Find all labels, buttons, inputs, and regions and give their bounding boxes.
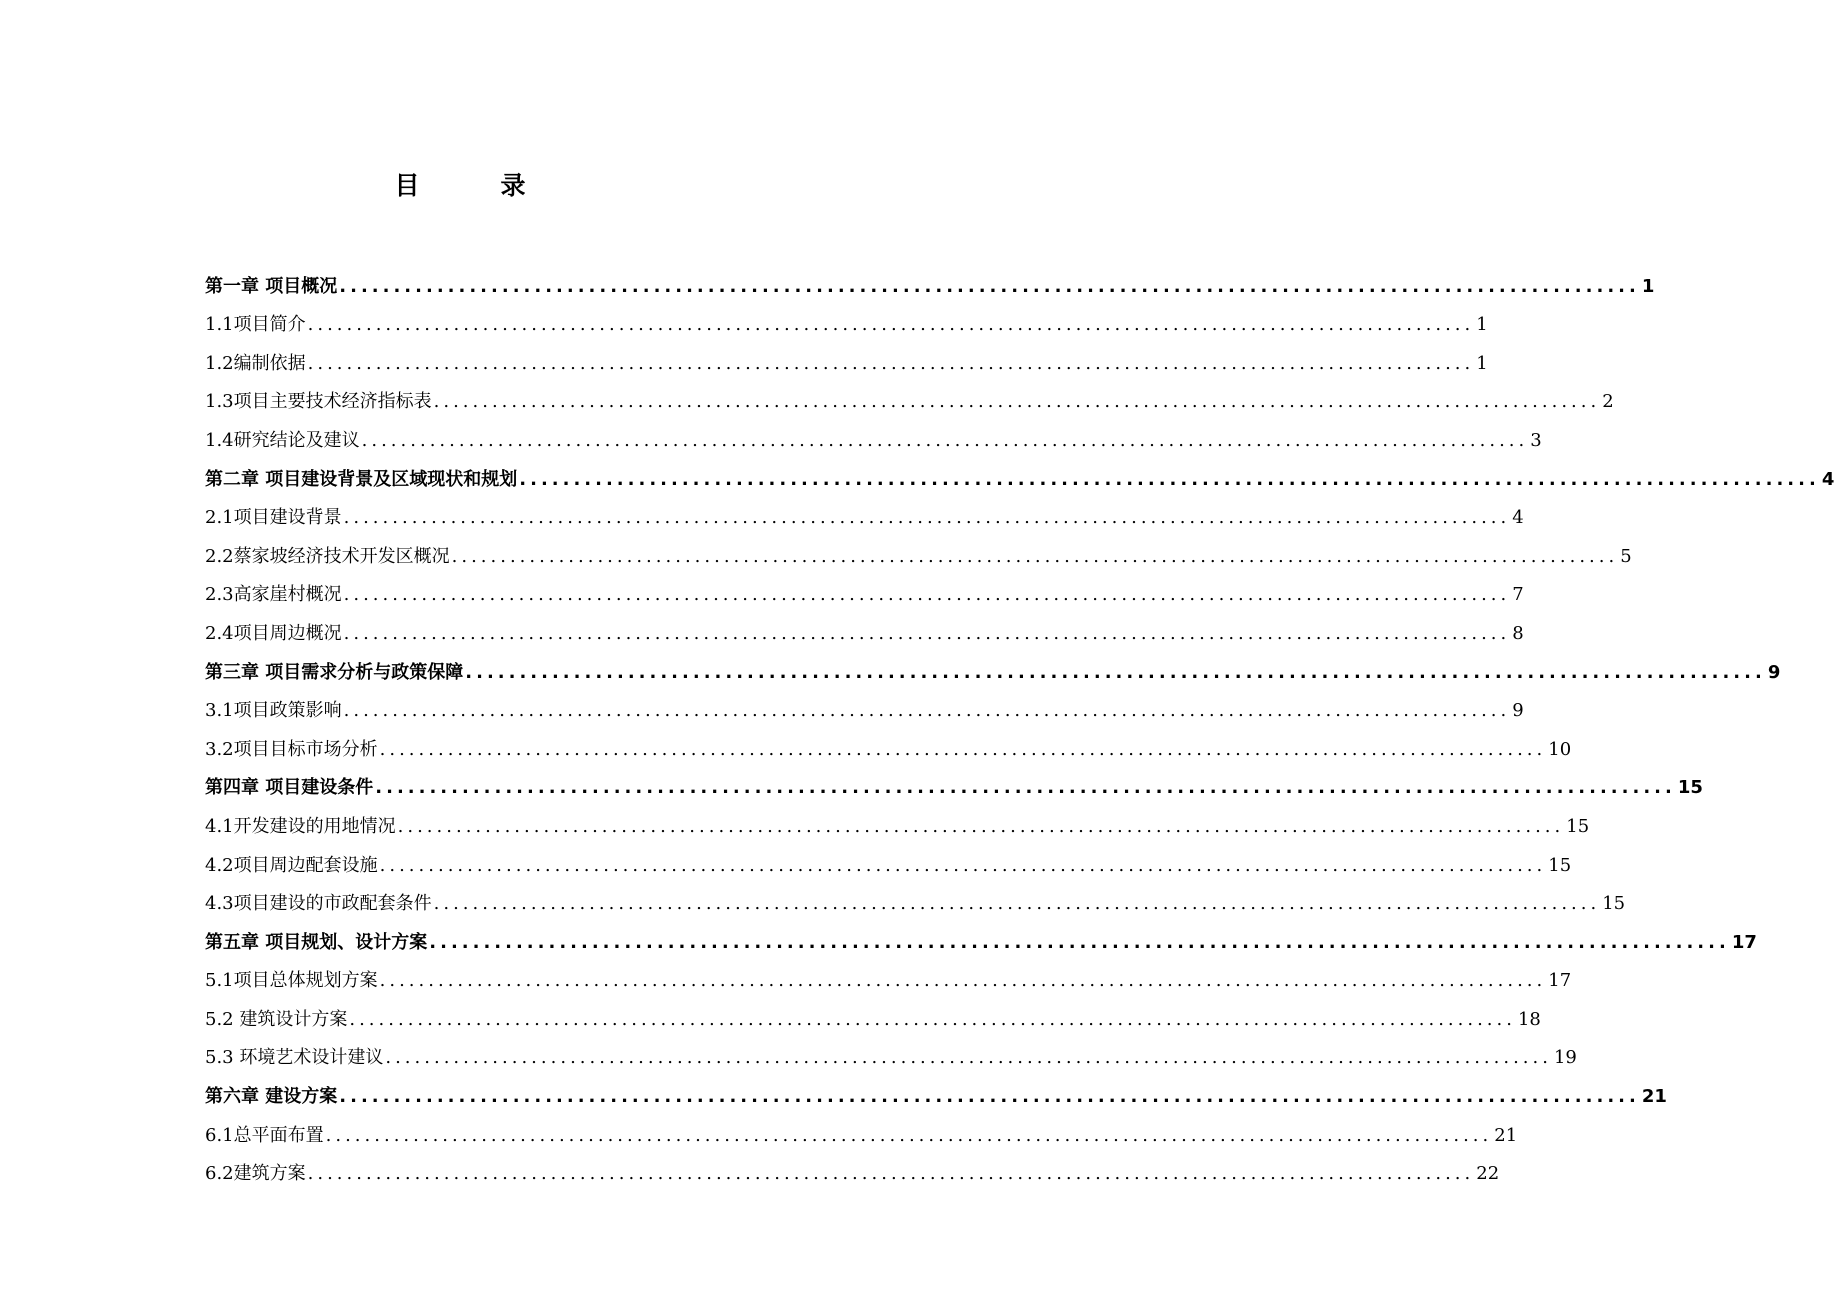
toc-page-number: 22	[1476, 1163, 1500, 1185]
toc-dot-leader: ........................................................................................................................	[465, 661, 1766, 683]
toc-dot-leader: ........................................................................................................................	[433, 391, 1601, 413]
toc-section-entry[interactable]	[205, 685, 1524, 724]
toc-page-number: 8	[1512, 622, 1524, 644]
toc-entry-label: 4.3项目建设的市政配套条件	[205, 893, 432, 915]
toc-entry-label: 1.4研究结论及建议	[205, 429, 360, 451]
toc-dot-leader: ........................................................................................................................	[429, 931, 1730, 953]
toc-entry-label: 3.1项目政策影响	[205, 700, 342, 722]
toc-entry-label: 第四章 项目建设条件	[205, 777, 374, 799]
toc-entry-label: 1.3项目主要技术经济指标表	[205, 391, 432, 413]
toc-chapter-entry[interactable]	[205, 762, 1703, 801]
toc-page-number: 21	[1641, 1086, 1667, 1108]
toc-entry-label: 5.3 环境艺术设计建议	[205, 1047, 384, 1069]
toc-entry-label: 5.1项目总体规划方案	[205, 970, 378, 992]
toc-entry-label: 4.1开发建设的用地情况	[205, 815, 396, 837]
toc-entry-label: 6.2建筑方案	[205, 1163, 306, 1185]
toc-section-entry[interactable]	[205, 376, 1614, 415]
toc-dot-leader: ........................................................................................................................	[307, 352, 1475, 374]
toc-section-entry[interactable]	[205, 800, 1590, 839]
toc-entry-label: 4.2项目周边配套设施	[205, 854, 378, 876]
toc-page-number: 7	[1512, 584, 1524, 606]
toc-dot-leader: ........................................................................................................................	[397, 815, 1565, 837]
toc-page-number: 3	[1530, 429, 1542, 451]
toc-dot-leader: ........................................................................................................................	[519, 468, 1820, 490]
toc-chapter-entry[interactable]	[205, 260, 1655, 299]
toc-dot-leader: ........................................................................................................................	[339, 275, 1640, 297]
toc-chapter-entry[interactable]	[205, 453, 1834, 492]
toc-section-entry[interactable]	[205, 955, 1572, 994]
table-of-contents	[205, 260, 1834, 1186]
toc-title: 目 录	[394, 171, 554, 200]
toc-dot-leader: ........................................................................................................................	[325, 1124, 1493, 1146]
toc-page-number: 1	[1476, 352, 1488, 374]
toc-page-number: 15	[1677, 777, 1703, 799]
toc-section-entry[interactable]	[205, 607, 1524, 646]
toc-page-number: 4	[1821, 468, 1834, 490]
toc-dot-leader: ........................................................................................................................	[379, 854, 1547, 876]
toc-entry-label: 6.1总平面布置	[205, 1124, 324, 1146]
toc-section-entry[interactable]	[205, 878, 1626, 917]
toc-page-number: 15	[1566, 815, 1590, 837]
toc-dot-leader: ........................................................................................................................	[361, 429, 1529, 451]
toc-entry-label: 第二章 项目建设背景及区域现状和规划	[205, 468, 518, 490]
toc-page-number: 1	[1476, 314, 1488, 336]
toc-entry-label: 1.2编制依据	[205, 352, 306, 374]
toc-entry-label: 第三章 项目需求分析与政策保障	[205, 661, 464, 683]
toc-chapter-entry[interactable]	[205, 1070, 1667, 1109]
toc-page-number: 5	[1620, 545, 1632, 567]
toc-section-entry[interactable]	[205, 299, 1488, 338]
toc-page-number: 17	[1548, 970, 1572, 992]
toc-dot-leader: ........................................................................................................................	[343, 507, 1511, 529]
toc-chapter-entry[interactable]	[205, 916, 1757, 955]
toc-chapter-entry[interactable]	[205, 646, 1781, 685]
toc-page-number: 2	[1602, 391, 1614, 413]
toc-page-number: 1	[1641, 275, 1655, 297]
toc-section-entry[interactable]	[205, 1109, 1518, 1148]
toc-page-number: 21	[1494, 1124, 1518, 1146]
toc-dot-leader: ........................................................................................................................	[343, 622, 1511, 644]
toc-entry-label: 第六章 建设方案	[205, 1086, 338, 1108]
toc-dot-leader: ........................................................................................................................	[379, 970, 1547, 992]
toc-entry-label: 2.1项目建设背景	[205, 507, 342, 529]
toc-section-entry[interactable]	[205, 530, 1632, 569]
toc-dot-leader: ........................................................................................................................	[433, 893, 1601, 915]
toc-section-entry[interactable]	[205, 1032, 1577, 1071]
toc-dot-leader: ........................................................................................................................	[451, 545, 1619, 567]
toc-page-number: 4	[1512, 507, 1524, 529]
toc-page-number: 17	[1731, 931, 1757, 953]
toc-entry-label: 3.2项目目标市场分析	[205, 738, 378, 760]
toc-page-number: 15	[1548, 854, 1572, 876]
toc-dot-leader: ........................................................................................................................	[343, 700, 1511, 722]
toc-dot-leader: ........................................................................................................................	[385, 1047, 1552, 1069]
toc-section-entry[interactable]	[205, 492, 1524, 531]
toc-dot-leader: ........................................................................................................................	[349, 1008, 1516, 1030]
toc-section-entry[interactable]	[205, 839, 1572, 878]
toc-page-number: 9	[1767, 661, 1781, 683]
toc-entry-label: 2.2蔡家坡经济技术开发区概况	[205, 545, 450, 567]
toc-section-entry[interactable]	[205, 414, 1542, 453]
toc-section-entry[interactable]	[205, 723, 1572, 762]
toc-entry-label: 5.2 建筑设计方案	[205, 1008, 348, 1030]
toc-page-number: 19	[1553, 1047, 1577, 1069]
toc-entry-label: 2.3高家崖村概况	[205, 584, 342, 606]
toc-entry-label: 2.4项目周边概况	[205, 622, 342, 644]
toc-page-number: 18	[1517, 1008, 1541, 1030]
toc-dot-leader: ........................................................................................................................	[379, 738, 1547, 760]
toc-page-number: 9	[1512, 700, 1524, 722]
toc-dot-leader: ........................................................................................................................	[375, 777, 1676, 799]
toc-page-number: 15	[1602, 893, 1626, 915]
toc-section-entry[interactable]	[205, 569, 1524, 608]
toc-entry-label: 第五章 项目规划、设计方案	[205, 931, 428, 953]
toc-dot-leader: ........................................................................................................................	[307, 1163, 1475, 1185]
toc-dot-leader: ........................................................................................................................	[343, 584, 1511, 606]
toc-entry-label: 1.1项目简介	[205, 314, 306, 336]
toc-section-entry[interactable]	[205, 337, 1488, 376]
toc-page-number: 10	[1548, 738, 1572, 760]
toc-dot-leader: ........................................................................................................................	[307, 314, 1475, 336]
toc-entry-label: 第一章 项目概况	[205, 275, 338, 297]
toc-section-entry[interactable]	[205, 993, 1541, 1032]
toc-section-entry[interactable]	[205, 1148, 1500, 1187]
toc-dot-leader: ........................................................................................................................	[339, 1086, 1640, 1108]
